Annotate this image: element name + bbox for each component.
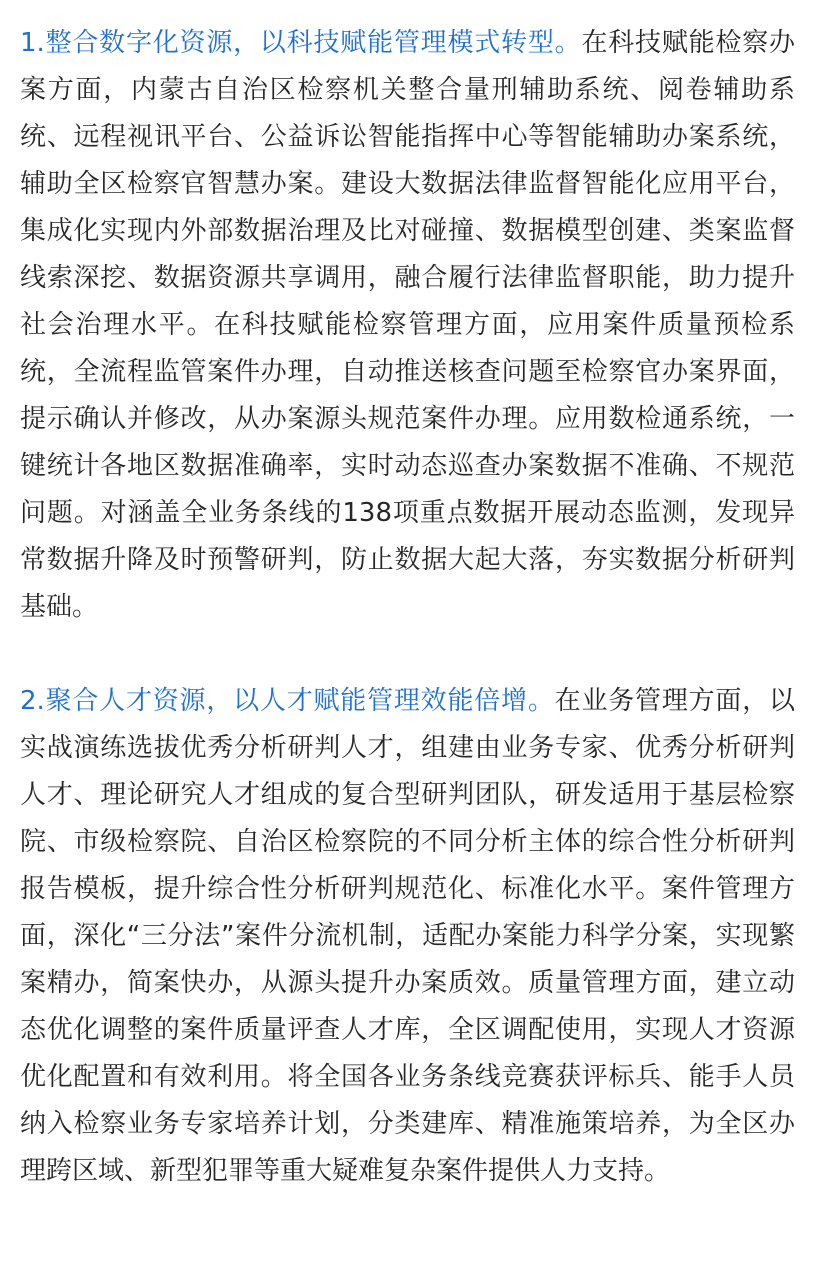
section-1-paragraph xyxy=(20,20,795,631)
section-2-text: 在业务管理方面，以实战演练选拔优秀分析研判人才，组建由业务专家、优秀分析研判人才、理论研究人才组成的复合型研判团队，研发适用于基层检察院、市级检察院、自治区检察院的不同分析主体的综合性分析研判报告模板，提升综合性分析研判规范化、标准化水平。案件管理方面，深化“三分法”案件分流机制，适配办案能力科学分案，实现繁案精办，简案快办，从源头提升办案质效。质量管理方面，建立动态优化调整的案件质量评查人才库，全区调配使用，实现人才资源优化配置和有效利用。将全国各业务条线竞赛获评标兵、能手人员纳入检察业务专家培养计划，分类建库、精准施策培养，为全区办理跨区域、新型犯罪等重大疑难复杂案件提供人力支持。 xyxy=(20,686,795,1186)
section-2-paragraph xyxy=(20,678,795,1195)
section-1-heading: 1.整合数字化资源，以科技赋能管理模式转型。 xyxy=(20,28,582,58)
section-2-heading: 2.聚合人才资源，以人才赋能管理效能倍增。 xyxy=(20,686,555,716)
section-1-text: 在科技赋能检察办案方面，内蒙古自治区检察机关整合量刑辅助系统、阅卷辅助系统、远程视讯平台、公益诉讼智能指挥中心等智能辅助办案系统，辅助全区检察官智慧办案。建设大数据法律监督智能化应用平台，集成化实现内外部数据治理及比对碰撞、数据模型创建、类案监督线索深挖、数据资源共享调用，融合履行法律监督职能，助力提升社会治理水平。在科技赋能检察管理方面，应用案件质量预检系统，全流程监管案件办理，自动推送核查问题至检察官办案界面，提示确认并修改，从办案源头规范案件办理。应用数检通系统，一键统计各地区数据准确率，实时动态巡查办案数据不准确、不规范问题。对涵盖全业务条线的138项重点数据开展动态监测，发现异常数据升降及时预警研判，防止数据大起大落，夯实数据分析研判基础。 xyxy=(20,28,795,622)
